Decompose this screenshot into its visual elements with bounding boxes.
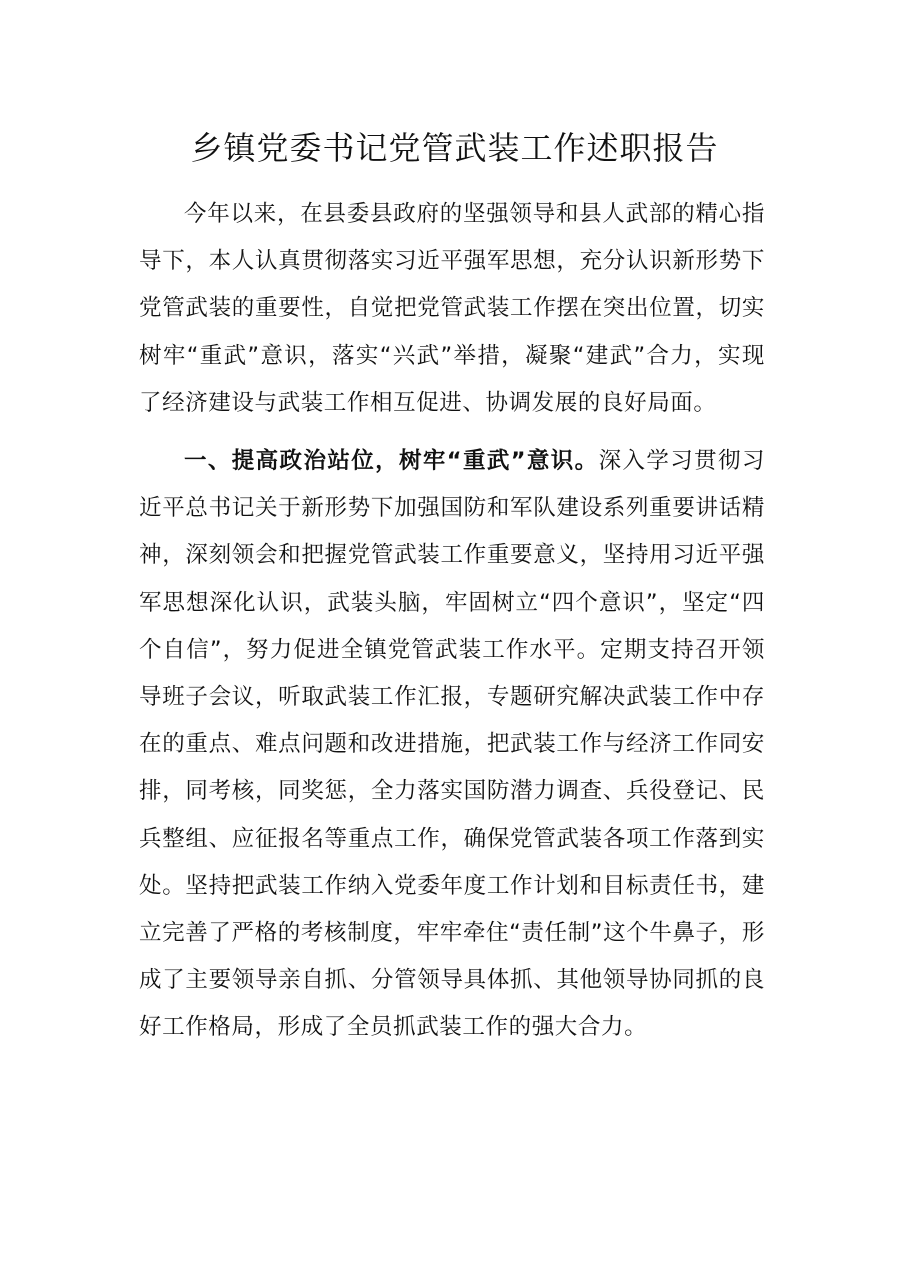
intro-paragraph: 今年以来，在县委县政府的坚强领导和县人武部的精心指导下，本人认真贯彻落实习近平强军思想，充分认识新形势下党管武装的重要性，自觉把党管武装工作摆在突出位置，切实树牢“重武”意识，落实“兴武”举措，凝聚“建武”合力，实现了经济建设与武装工作相互促进、协调发展的良好局面。 (139, 201, 765, 416)
section-1-body: 深入学习贯彻习近平总书记关于新形势下加强国防和军队建设系列重要讲话精神，深刻领会和把握党管武装工作重要意义，坚持用习近平强军思想深化认识，武装头脑，牢固树立“四个意识”，坚定“四个自信”，努力促进全镇党管武装工作水平。定期支持召开领导班子会议，听取武装工作汇报，专题研究解决武装工作中存在的重点、难点问题和改进措施，把武装工作与经济工作同安排，同考核，同奖惩，全力落实国防潜力调查、兵役登记、民兵整组、应征报名等重点工作，确保党管武装各项工作落到实处。坚持把武装工作纳入党委年度工作计划和目标责任书，建立完善了严格的考核制度，牢牢牵住“责任制”这个牛鼻子，形成了主要领导亲自抓、分管领导具体抓、其他领导协同抓的良好工作格局，形成了全员抓武装工作的强大合力。 (139, 448, 765, 1041)
section-1-heading: 一、提高政治站位，树牢“重武”意识。 (184, 448, 599, 475)
section-1-paragraph (139, 438, 765, 1052)
document-body (139, 191, 765, 1052)
document-title: 乡镇党委书记党管武装工作述职报告 (190, 129, 719, 167)
